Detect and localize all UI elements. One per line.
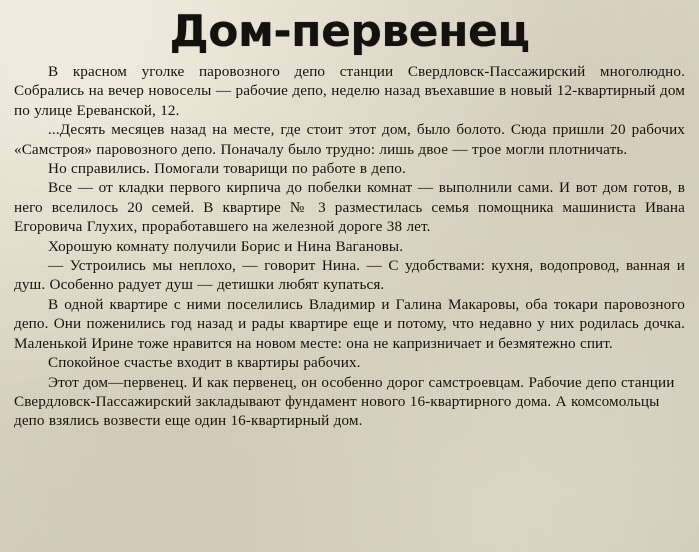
article-body — [0, 60, 699, 431]
page-title: Дом-первенец — [169, 6, 530, 57]
article-paragraph: Спокойное счастье входит в квартиры рабочих. — [48, 354, 361, 372]
article-paragraph: В одной квартире с ними поселились Владимир и Галина Макаровы, оба токари паровозного депо. Они поженились год назад и рады квартире еще и потому, что недавно у них родилась дочка. Маленькой Ирине тоже нравится на новом месте: она не капризничает и безмятежно спит. — [14, 295, 685, 352]
article-paragraph: Все — от кладки первого кирпича до побелки комнат — выполнили сами. И вот дом готов, в него вселилось 20 семей. В квартире № 3 разместилась семья помощника машиниста Ивана Егоровича Глухих, проработавшего на железной дороге 38 лет. — [14, 179, 685, 236]
article-paragraph: В красном уголке паровозного депо станции Свердловск-Пассажирский многолюдно. Собрались на вечер новоселы — рабочие депо, неделю назад въехавшие в новый 12-квартирный дом по улице Ереванской, 12. — [14, 63, 685, 119]
article-paragraph: — Устроились мы неплохо, — говорит Нина. — С удобствами: кухня, водопровод, ванная и душ. Особенно радует душ — детишки любят купаться. — [14, 257, 685, 294]
article-paragraph: Этот дом—первенец. И как первенец, он особенно дорог самстроевцам. Рабочие депо станции Свердловск-Пассажирский закладывают фундамент нового 16-квартирного дома. А комсомольцы депо взялись возвести еще один 16-квартирный дом. — [14, 373, 675, 430]
article-paragraph: Но справились. Помогали товарищи по работе в депо. — [48, 160, 406, 178]
article-paragraph: Хорошую комнату получили Борис и Нина Вагановы. — [48, 237, 404, 255]
article-paragraph: ...Десять месяцев назад на месте, где стоит этот дом, было болото. Сюда пришли 20 рабочих «Самстроя» паровозного депо. Поначалу было трудно: лишь двое — трое могли плотничать. — [14, 121, 685, 158]
